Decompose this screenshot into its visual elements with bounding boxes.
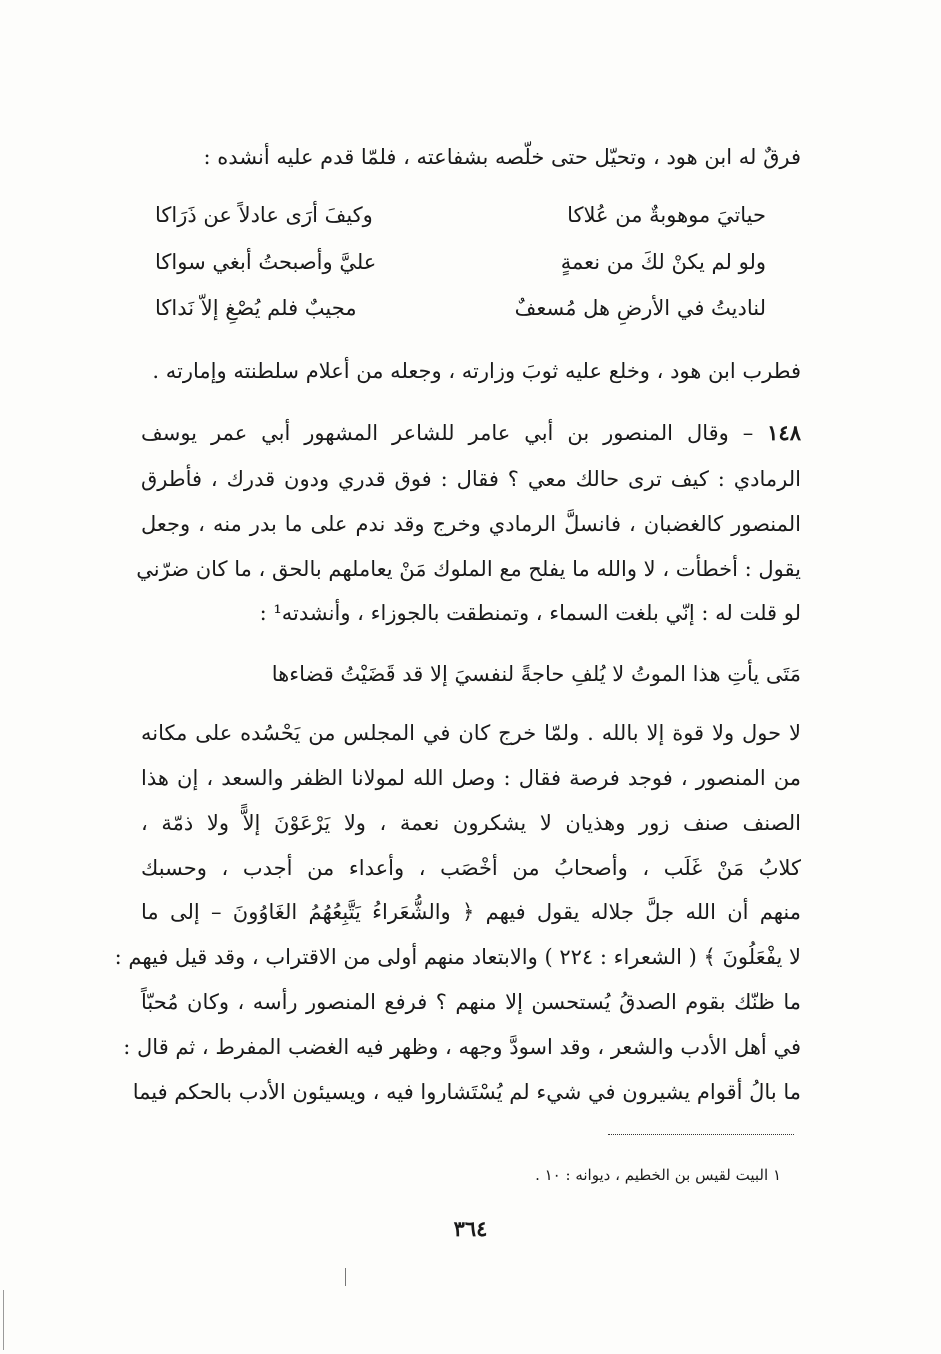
paragraph-line: لا يفْعَلُونَ ﴾ ( الشعراء : ٢٢٤ ) والابتعاد منهم أولى من الاقتراب ، وقد قيل فيهم : xyxy=(114,945,801,969)
scan-edge xyxy=(3,1290,4,1350)
verse-first-hemistich: لناديتُ في الأرضِ هل مُسعفٌ xyxy=(514,296,766,320)
page-number: ٣٦٤ xyxy=(453,1216,488,1241)
verse-line: مَتَى يأتِ هذا الموتُ لا يُلفِ حاجةً لنفسيَ إلا قد قَضَيْتُ قضاءها xyxy=(271,662,801,686)
verse-second-hemistich: مجيبٌ فلم يُصْغِ إلاّ نَداكا xyxy=(155,296,357,320)
paragraph-line: في أهل الأدب والشعر ، وقد اسودَّ وجهه ، وظهر فيه الغضب المفرط ، ثم قال : xyxy=(123,1035,801,1059)
footnote-divider xyxy=(608,1134,794,1135)
paragraph-line: كلابُ مَنْ غَلَب ، وأصحابُ من أخْصَب ، وأعداء من أجدب ، وحسبك xyxy=(141,856,801,880)
entry-line: يقول : أخطأت ، لا والله ما يفلح مع الملوك مَنْ يعاملهم بالحق ، ما كان ضرّني xyxy=(136,557,801,581)
paragraph-line: منهم أن الله جلَّ جلاله يقول فيهم ﴿ والشُّعَراءُ يَتَّبِعُهُمُ الغَاوُونَ – إلى ما xyxy=(141,900,801,924)
entry-line-text: – وقال المنصور بن أبي عامر للشاعر المشهور أبي عمر يوسف xyxy=(141,421,754,445)
verse-first-hemistich: حياتيَ موهوبةٌ من عُلاكا xyxy=(567,203,766,227)
paragraph-line: الصنف صنف زور وهذيان لا يشكرون نعمة ، ولا يَرْعَوْنَ إلاًّ ولا ذمّة ، xyxy=(141,811,801,835)
paragraph-line: ما بالُ أقوام يشيرون في شيء لم يُسْتَشاروا فيه ، ويسيئون الأدب بالحكم فيما xyxy=(132,1080,801,1104)
entry-line: الرمادي : كيف ترى حالك معي ؟ فقال : فوق قدري ودون قدرك ، فأطرق xyxy=(141,467,801,491)
verse-second-hemistich: وكيفَ أرَى عادلاً عن ذَرَاكا xyxy=(155,203,373,227)
paragraph-line: لا حول ولا قوة إلا بالله . ولمّا خرج كان في المجلس من يَحْسُده على مكانه xyxy=(141,721,801,745)
entry-line: المنصور كالغضبان ، فانسلَّ الرمادي وخرج وقد ندم على ما بدر منه ، وجعل xyxy=(141,512,801,536)
paragraph-line: فرقٌ له ابن هود ، وتحيّل حتى خلّصه بشفاعته ، فلمّا قدم عليه أنشده : xyxy=(203,145,801,169)
entry-line: لو قلت له : إنّي بلغت السماء ، وتمنطقت بالجوزاء ، وأنشدته¹ : xyxy=(259,601,801,625)
paragraph-line: فطرب ابن هود ، وخلع عليه ثوبَ وزارته ، وجعله من أعلام سلطنته وإمارته . xyxy=(152,359,801,383)
footnote: ١ البيت لقيس بن الخطيم ، ديوانه : ١٠ . xyxy=(535,1166,781,1184)
verse-first-hemistich: ولو لم يكنْ لكَ من نعمةٍ xyxy=(560,250,766,274)
paragraph-line: ما ظنّك بقوم الصدقُ يُستحسن إلا منهم ؟ فرفع المنصور رأسه ، وكان مُحبّاً xyxy=(141,990,801,1014)
scan-mark xyxy=(345,1268,346,1286)
verse-second-hemistich: عليَّ وأصبحتُ أبغي سواكا xyxy=(155,250,377,274)
paragraph-line: من المنصور ، فوجد فرصة فقال : وصل الله لمولانا الظفر والسعد ، إن هذا xyxy=(141,766,801,790)
entry-number: ١٤٨ xyxy=(767,420,801,445)
entry-first-line xyxy=(141,414,801,452)
